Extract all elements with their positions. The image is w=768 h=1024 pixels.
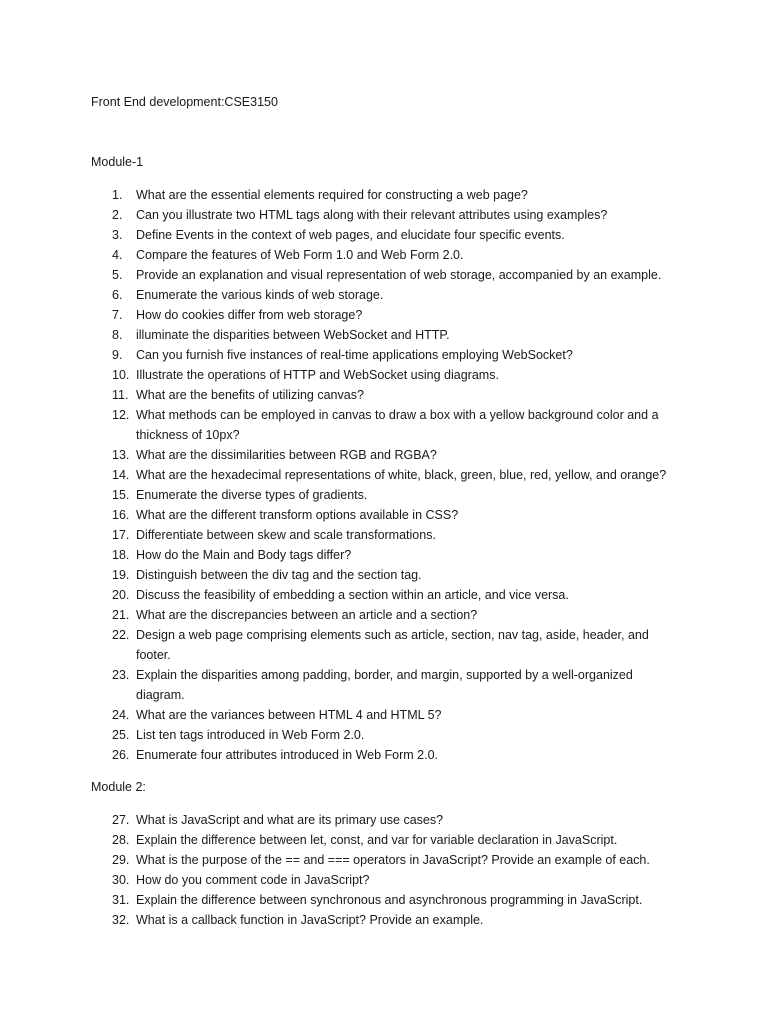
question-number: 29.: [112, 853, 130, 867]
question-text: Design a web page comprising elements such as article, section, nav tag, aside, header, and footer.: [136, 628, 649, 662]
question-number: 12.: [112, 408, 130, 422]
question-number: 9.: [112, 348, 123, 362]
question-text: What is a callback function in JavaScript? Provide an example.: [136, 913, 484, 927]
question-number: 32.: [112, 913, 130, 927]
question-text: Define Events in the context of web pages, and elucidate four specific events.: [136, 228, 565, 242]
question-text: What methods can be employed in canvas to draw a box with a yellow background color and a thickness of 10px?: [136, 408, 659, 442]
list-item: [0, 405, 768, 445]
list-item: [0, 505, 768, 525]
list-item: [0, 365, 768, 385]
question-number: 11.: [112, 388, 129, 402]
question-number: 2.: [112, 208, 123, 222]
question-number: 25.: [112, 728, 130, 742]
question-number: 16.: [112, 508, 130, 522]
question-number: 15.: [112, 488, 130, 502]
question-text: What are the hexadecimal representations of white, black, green, blue, red, yellow, and orange?: [136, 468, 667, 482]
question-text: Explain the difference between synchronous and asynchronous programming in JavaScript.: [136, 893, 643, 907]
list-item: [0, 890, 768, 910]
question-text: Enumerate four attributes introduced in Web Form 2.0.: [136, 748, 439, 762]
question-number: 14.: [112, 468, 130, 482]
list-item: [0, 745, 768, 765]
question-text: What are the benefits of utilizing canvas?: [136, 388, 364, 402]
question-text: How do cookies differ from web storage?: [136, 308, 363, 322]
question-text: Distinguish between the div tag and the section tag.: [136, 568, 422, 582]
question-text: Provide an explanation and visual representation of web storage, accompanied by an example.: [136, 268, 662, 282]
question-text: List ten tags introduced in Web Form 2.0.: [136, 728, 365, 742]
list-item: [0, 910, 768, 930]
question-text: What are the different transform options available in CSS?: [136, 508, 459, 522]
list-item: [0, 525, 768, 545]
question-text: How do you comment code in JavaScript?: [136, 873, 370, 887]
question-number: 17.: [112, 528, 130, 542]
question-text: Discuss the feasibility of embedding a section within an article, and vice versa.: [136, 588, 569, 602]
list-item: [0, 305, 768, 325]
question-number: 3.: [112, 228, 123, 242]
question-number: 18.: [112, 548, 130, 562]
list-item: [0, 225, 768, 245]
list-item: [0, 830, 768, 850]
question-number: 23.: [112, 668, 130, 682]
list-item: [0, 465, 768, 485]
list-item: [0, 545, 768, 565]
question-text: Differentiate between skew and scale transformations.: [136, 528, 436, 542]
list-item: [0, 870, 768, 890]
list-item: [0, 245, 768, 265]
module-1-heading: Module-1: [91, 155, 144, 169]
question-text: illuminate the disparities between WebSocket and HTTP.: [136, 328, 450, 342]
question-text: What is JavaScript and what are its primary use cases?: [136, 813, 444, 827]
question-number: 1.: [112, 188, 123, 202]
question-number: 31.: [112, 893, 130, 907]
document-title: Front End development:CSE3150: [91, 95, 278, 109]
question-text: Can you furnish five instances of real-time applications employing WebSocket?: [136, 348, 573, 362]
question-number: 22.: [112, 628, 130, 642]
module-2-question-list: [0, 810, 768, 930]
list-item: [0, 205, 768, 225]
question-number: 8.: [112, 328, 123, 342]
question-number: 6.: [112, 288, 123, 302]
question-text: Explain the disparities among padding, border, and margin, supported by a well-organized diagram.: [136, 668, 633, 702]
list-item: [0, 810, 768, 830]
list-item: [0, 285, 768, 305]
question-text: Explain the difference between let, const, and var for variable declaration in JavaScript.: [136, 833, 618, 847]
module-1-question-list: [0, 185, 768, 765]
list-item: [0, 485, 768, 505]
question-number: 20.: [112, 588, 130, 602]
question-text: How do the Main and Body tags differ?: [136, 548, 352, 562]
question-number: 4.: [112, 248, 123, 262]
question-number: 27.: [112, 813, 130, 827]
question-text: What are the variances between HTML 4 and HTML 5?: [136, 708, 442, 722]
question-number: 7.: [112, 308, 123, 322]
list-item: [0, 565, 768, 585]
list-item: [0, 585, 768, 605]
question-number: 13.: [112, 448, 130, 462]
question-number: 10.: [112, 368, 130, 382]
question-text: What are the dissimilarities between RGB and RGBA?: [136, 448, 437, 462]
list-item: [0, 850, 768, 870]
question-number: 19.: [112, 568, 130, 582]
question-text: Can you illustrate two HTML tags along with their relevant attributes using examples?: [136, 208, 608, 222]
list-item: [0, 265, 768, 285]
question-number: 26.: [112, 748, 130, 762]
question-text: Enumerate the diverse types of gradients.: [136, 488, 368, 502]
list-item: [0, 725, 768, 745]
list-item: [0, 625, 768, 665]
list-item: [0, 185, 768, 205]
list-item: [0, 385, 768, 405]
module-2-heading: Module 2:: [91, 780, 146, 794]
question-text: What are the essential elements required for constructing a web page?: [136, 188, 528, 202]
question-text: Enumerate the various kinds of web storage.: [136, 288, 384, 302]
list-item: [0, 345, 768, 365]
list-item: [0, 325, 768, 345]
list-item: [0, 605, 768, 625]
question-text: Compare the features of Web Form 1.0 and Web Form 2.0.: [136, 248, 464, 262]
list-item: [0, 705, 768, 725]
question-text: What is the purpose of the == and === operators in JavaScript? Provide an example of each.: [136, 853, 650, 867]
question-number: 5.: [112, 268, 123, 282]
question-number: 24.: [112, 708, 130, 722]
question-number: 21.: [112, 608, 130, 622]
list-item: [0, 665, 768, 705]
list-item: [0, 445, 768, 465]
question-text: What are the discrepancies between an article and a section?: [136, 608, 478, 622]
question-number: 28.: [112, 833, 130, 847]
question-number: 30.: [112, 873, 130, 887]
question-text: Illustrate the operations of HTTP and WebSocket using diagrams.: [136, 368, 499, 382]
